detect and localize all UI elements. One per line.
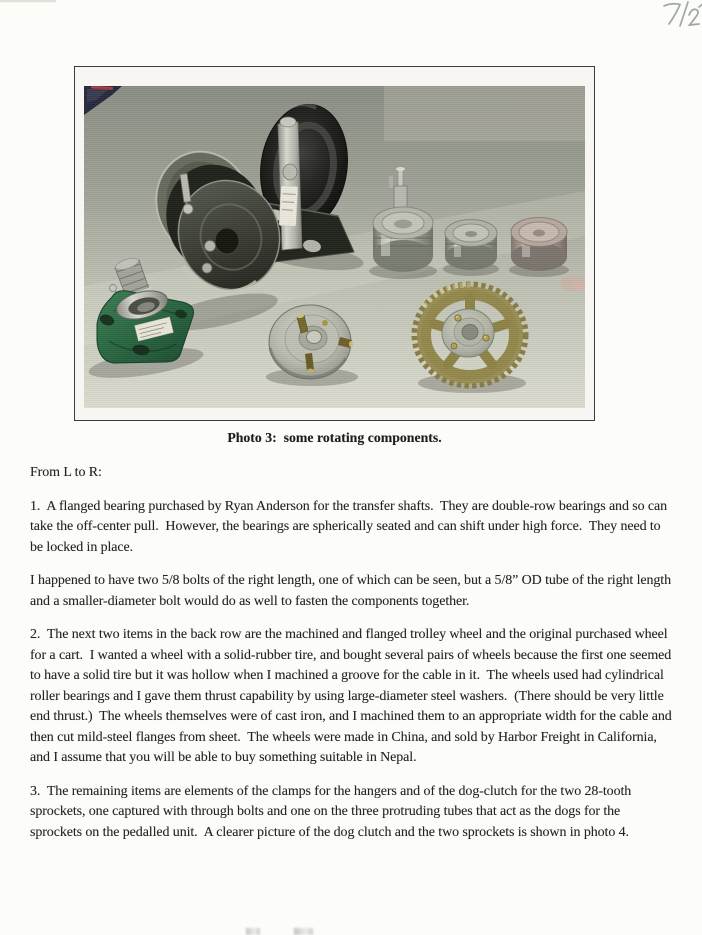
paragraph-bolts: I happened to have two 5/8 bolts of the right length, one of which can be seen, but a 5/8” OD tube of the right length and a smaller-diameter bolt would do as well to fasten the components together. (30, 573, 675, 609)
cylinder-middle (445, 220, 497, 271)
intro-line: From L to R: (30, 465, 102, 480)
handwritten-note (652, 0, 702, 30)
pink-reflection (560, 275, 585, 291)
photo-frame (74, 66, 595, 421)
paragraph-item-2: 2. The next two items in the back row are the machined and flanged trolley wheel and the original purchased wheel for a cart. I wanted a wheel with a solid-rubber tire, and bought several pairs of wheels because the first one seemed to have a solid tire but it was hollow when I machined a groove for the cable in it. The wheels used had cylindrical roller bearings and I gave them thrust capability by using large-diameter steel washers. (There should be very little end thrust.) The wheels themselves were of cast iron, and I machined them to an appropriate width for the cable and then cut mild-steel flanges from sheet. The wheels were made in China, and sold by Harbor Freight in California, and I assume that you will be able to buy something suitable in Nepal. (30, 627, 676, 765)
photo-illustration (84, 86, 585, 408)
scan-artifact (0, 0, 56, 2)
photo-caption: Photo 3: some rotating components. (227, 430, 442, 445)
paragraph-item-1: 1. A flanged bearing purchased by Ryan Anderson for the transfer shafts. They are double-row bearings and so can take the off-center pull. However, the bearings are spherically seated and can shift under high force. They need to be locked in place. (30, 498, 671, 555)
backdrop-warm-tint (384, 86, 585, 141)
caster-label (279, 186, 298, 227)
cutoff-footer-fragment (294, 928, 313, 935)
handwritten-note-strokes (652, 0, 702, 30)
cylinder-bronze (511, 218, 567, 272)
body-text (30, 463, 674, 856)
paragraph-item-3: 3. The remaining items are elements of the clamps for the hangers and of the dog-clutch for the two 28-tooth sprockets, one captured with through bolts and one on the three protruding tubes that act as the dogs for the sprockets on the pedalled unit. A clearer picture of the dog clutch and the two sprockets is shown in photo 4. (30, 783, 635, 840)
photo-rotating-components (84, 86, 585, 408)
cutoff-footer-fragment (246, 928, 260, 935)
